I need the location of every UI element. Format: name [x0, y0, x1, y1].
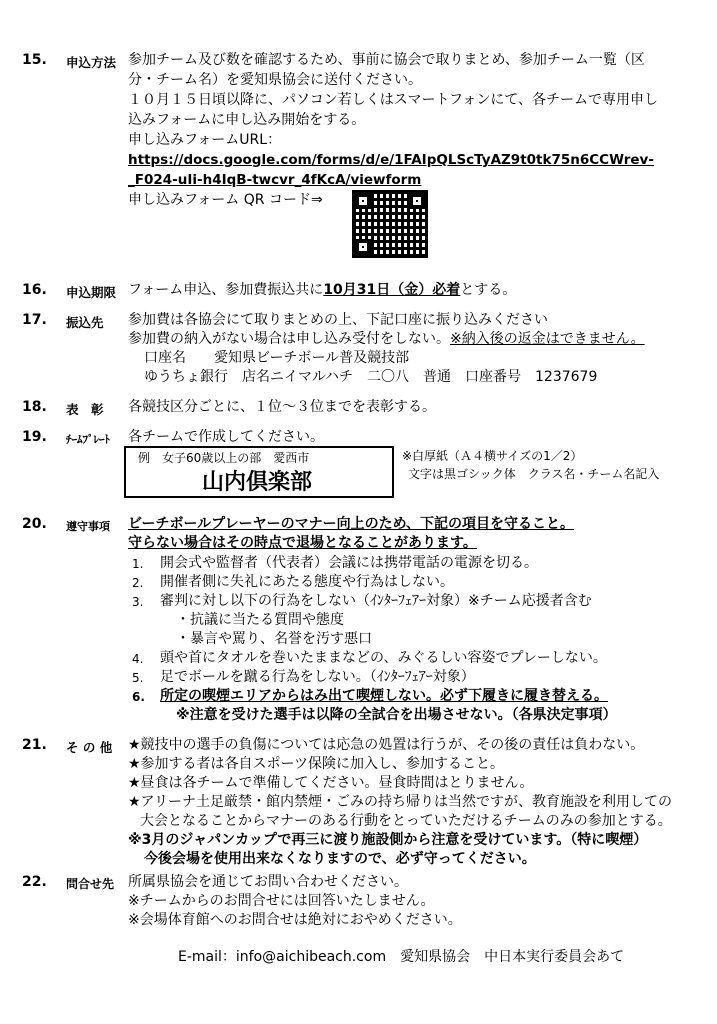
section-15-label: 申込方法 [66, 55, 117, 70]
section-19-label: ﾁｰﾑﾌﾟﾚｰﾄ [66, 433, 110, 446]
payment-required-text: 参加費の納入がない場合は申し込み受付をしない。 [128, 331, 450, 347]
section-17-line-2 [128, 331, 645, 347]
rule-6-number: 6. [132, 690, 145, 704]
section-18-number: 18. [22, 399, 47, 415]
section-15-line-1: 参加チーム及び数を確認するため、事前に協会で取りまとめ、参加チーム一覧（区 [128, 52, 645, 68]
misc-line-1: ★競技中の選手の負傷については応急の処置は行うが、その後の責任は負わない。 [128, 737, 645, 753]
section-17-label: 振込先 [66, 315, 104, 330]
section-16-number: 16. [22, 282, 47, 298]
section-20-label: 遵守事項 [66, 520, 110, 533]
rule-1-text: 開会式や監督者（代表者）会議には携帯電話の電源を切る。 [160, 555, 538, 571]
rule-3-number: 3. [132, 595, 144, 609]
misc-line-4: ★アリーナ土足厳禁・館内禁煙・ごみの持ち帰りは当然ですが、教育施設を利用しての [128, 794, 672, 810]
section-16-label: 申込期限 [66, 285, 117, 300]
account-name: 口座名 愛知県ビーチボール普及競技部 [144, 350, 410, 366]
rule-4-text: 頭や首にタオルを巻いたままなどの、みぐるしい容姿でプレーしない。 [160, 650, 607, 666]
form-url-line-2[interactable]: _F024-uIi-h4IqB-twcvr_4fKcA/viewform [128, 172, 422, 188]
rule-1-number: 1. [132, 557, 144, 571]
qr-label: 申し込みフォーム QR コード⇒ [128, 192, 323, 208]
section-22-label: 問合せ先 [66, 877, 115, 891]
plate-subtitle: 例 女子60歳以上の部 愛西市 [138, 451, 310, 465]
deadline-suffix: とする。 [460, 282, 517, 298]
section-22-number: 22. [22, 874, 47, 890]
section-17-line-1: 参加費は各協会にて取りまとめの上、下記口座に振り込みください [128, 312, 548, 328]
section-20-number: 20. [22, 516, 47, 532]
rule-3-text: 審判に対し以下の行為をしない（ｲﾝﾀｰﾌｪｱｰ対象）※チーム応援者含む [160, 593, 592, 609]
section-18-text: 各競技区分ごとに、１位～３位までを表彰する。 [128, 399, 436, 415]
section-16-text [128, 282, 516, 298]
no-refund-note: ※納入後の返金はできません。 [450, 331, 645, 347]
rules-penalty-note: ※注意を受けた選手は以降の全試合を出場させない。（各県決定事項） [176, 707, 617, 723]
section-18-label: 表 彰 [66, 402, 104, 417]
qr-code-icon[interactable] [352, 190, 428, 258]
misc-line-5: 大会となることからマナーのある行動をとっていただけるチームのみの参加とする。 [140, 813, 672, 829]
rules-heading-2: 守らない場合はその時点で退場となることがあります。 [128, 535, 477, 551]
misc-warning-2: 今後会場を使用出来なくなりますので、必ず守ってください。 [144, 851, 536, 867]
section-15-line-3: １０月１５日頃以降に、パソコン若しくはスマートフォンにて、各チームで専用申し [128, 92, 659, 108]
section-15-line-2: 分・チーム名）を愛知県協会に送付ください。 [128, 72, 422, 88]
rule-5-number: 5. [132, 671, 144, 685]
rule-2-number: 2. [132, 576, 144, 590]
rule-3-sub-a: ・抗議に当たる質問や態度 [176, 612, 344, 628]
section-15-line-4: 込みフォームに申し込み開始をする。 [128, 112, 366, 128]
rule-4-number: 4. [132, 652, 144, 666]
contact-line-1: 所属県協会を通じてお問い合わせください。 [128, 874, 408, 890]
contact-line-2: ※チームからのお問合せには回答いたしません。 [128, 893, 435, 909]
contact-email[interactable]: E-mail：info@aichibeach.com 愛知県協会 中日本実行委員会あて [178, 949, 625, 965]
deadline-prefix: フォーム申込、参加費振込共に [128, 282, 324, 298]
plate-team-name: 山内倶楽部 [202, 470, 313, 495]
rule-3-sub-b: ・暴言や罵り、名誉を汚す悪口 [176, 631, 372, 647]
contact-line-3: ※会場体育館へのお問合せは絶対におやめください。 [128, 912, 462, 928]
account-details: ゆうちょ銀行 店名ニイマルハチ 二〇八 普通 口座番号 1237679 [144, 369, 598, 385]
team-plate-example [124, 446, 394, 498]
section-15-url-label: 申し込みフォームURL： [128, 132, 282, 148]
section-17-number: 17. [22, 312, 47, 328]
form-url-line-1[interactable]: https://docs.google.com/forms/d/e/1FAIpQLScTyAZ9t0tk75n6CCWrev- [128, 152, 654, 168]
section-19-text: 各チームで作成してください。 [128, 429, 324, 445]
rule-5-text: 足でボールを蹴る行為をしない。（ｲﾝﾀｰﾌｪｱｰ対象） [160, 669, 475, 685]
misc-line-3: ★昼食は各チームで準備してください。昼食時間はとりません。 [128, 775, 534, 791]
section-21-number: 21. [22, 737, 47, 753]
rule-2-text: 開催者側に失礼にあたる態度や行為はしない。 [160, 574, 454, 590]
plate-note-2: 文字は黒ゴシック体 クラス名・チーム名記入 [408, 467, 660, 481]
rules-heading-1: ビーチボールプレーヤーのマナー向上のため、下記の項目を守ること。 [128, 516, 575, 532]
section-19-number: 19. [22, 429, 47, 445]
rule-6-text: 所定の喫煙エリアからはみ出て喫煙しない。必ず下履きに履き替える。 [160, 688, 608, 704]
section-21-label: そ の 他 [66, 740, 113, 755]
section-15-number: 15. [22, 52, 47, 68]
misc-warning-1: ※3月のジャパンカップで再三に渡り施設側から注意を受けています。（特に喫煙） [128, 832, 648, 848]
deadline-date: 10月31日（金）必着 [323, 282, 461, 298]
misc-line-2: ★参加する者は各自スポーツ保険に加入し、参加すること。 [128, 756, 504, 772]
plate-note-1: ※白厚紙（Ａ４横サイズの1／2） [402, 449, 583, 463]
